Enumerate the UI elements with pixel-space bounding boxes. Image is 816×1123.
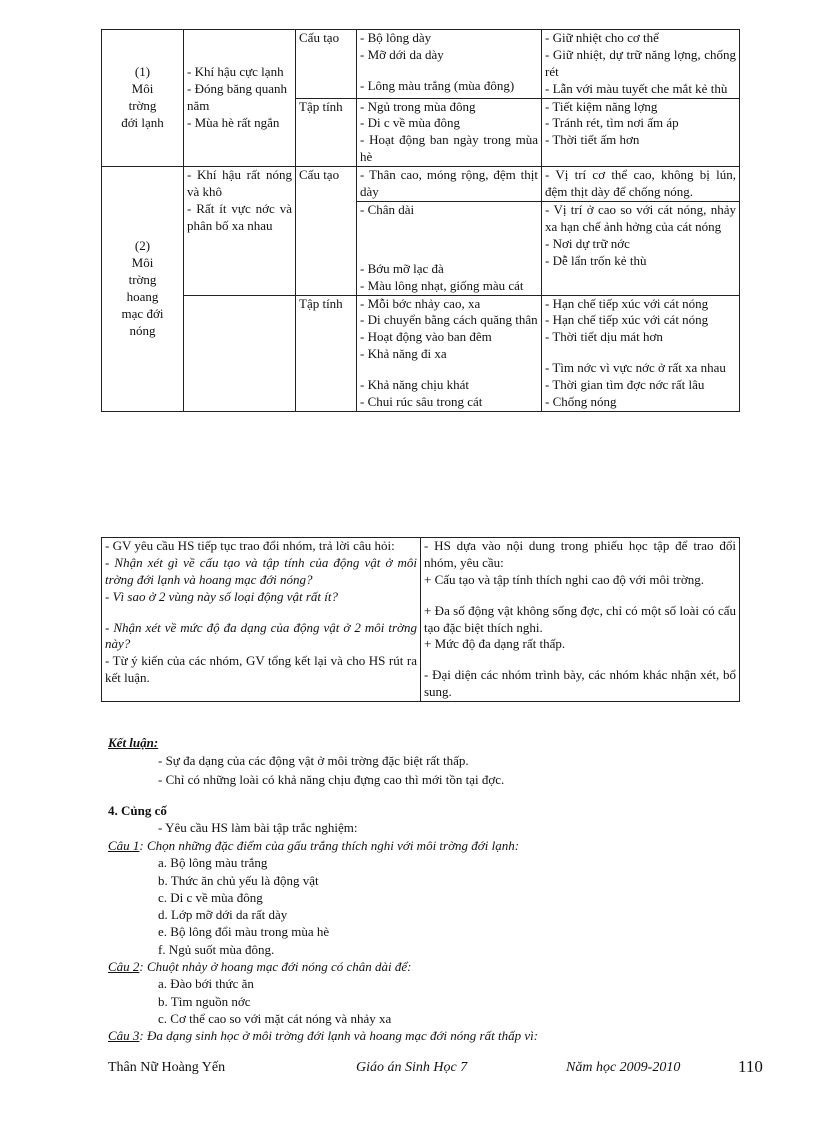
option: c. Cơ thể cao so với mặt cát nóng và nhảy xa [158,1010,392,1026]
section-heading: 4. Củng cố [108,803,167,818]
meaning-cell: - Hạn chế tiếp xúc với cát nóng - Hạn chế tiếp xúc với cát nóng - Thời tiết dịu mát hơn - Tìm nớc vì vực nớc ở rất xa nhau - Thời gian tìm đợc nớc rất lâu - Chống nóng [542,295,740,411]
option: b. Thức ăn chủ yếu là động vật [158,872,319,888]
student-activity-cell: - HS dựa vào nội dung trong phiếu học tập để trao đổi nhóm, yêu cầu: + Cấu tạo và tập tính thích nghi cao độ với môi trờng. + Đa số động vật không sống đợc, chỉ có một số loài có cấu tạo đặc biệt thích nghi. + Mức độ đa dạng rất thấp. - Đại diện các nhóm trình bày, các nhóm khác nhận xét, bổ sung. [421,538,740,702]
env-cell-2: (2) Môi trờng hoang mạc đới nóng [102,167,184,412]
conclusion-list [158,751,504,789]
env-cell-1: (1) Môi trờng đới lạnh [102,30,184,167]
footer-year: Năm học 2009-2010 [566,1060,681,1075]
meaning-cell: - Vị trí cơ thể cao, không bị lún, đệm thịt dày để chống nóng. [542,167,740,202]
table-row [102,30,740,99]
table-row [102,295,740,411]
option: d. Lớp mỡ dới da rất dày [158,907,288,923]
question: Câu 2: Chuột nhảy ở hoang mạc đới nóng có chân dài để: [108,959,412,975]
type-cell: Tập tính [296,98,357,167]
feature-cell: - Mỗi bớc nhảy cao, xa - Di chuyển bằng cách quăng thân - Hoạt động vào ban đêm - Khả năng đi xa - Khả năng chịu khát - Chui rúc sâu trong cát [357,295,542,411]
table-row [102,538,740,702]
table-row [102,167,740,202]
discussion-table [101,537,740,702]
teacher-activity-cell: - GV yêu cầu HS tiếp tục trao đổi nhóm, trả lời câu hỏi: - Nhận xét gì về cấu tạo và tập tính của động vật ở môi trờng đới lạnh và hoang mạc đới nóng? - Vì sao ở 2 vùng này số loại động vật rất ít? - Nhận xét về mức độ đa dạng của động vật ở 2 môi trờng này? - Từ ý kiến của các nhóm, GV tổng kết lại và cho HS rút ra kết luận. [102,538,421,702]
question: Câu 3: Đa dạng sinh học ở môi trờng đới lạnh và hoang mạc đới nóng rất thấp vì: [108,1028,539,1044]
quiz [108,837,538,1045]
page-number: 110 [738,1057,763,1076]
meaning-cell: - Tiết kiệm năng lợng - Tránh rét, tìm nơi ấm áp - Thời tiết ấm hơn [542,98,740,167]
type-cell: Cấu tạo [296,30,357,99]
feature-cell: - Bộ lông dày - Mỡ dới da dày - Lông màu trắng (mùa đông) [357,30,542,99]
list-item: - Chỉ có những loài có khả năng chịu đựng cao thì mới tồn tại đợc. [158,772,505,787]
footer-title: Giáo án Sinh Học 7 [356,1060,468,1075]
list-item: - Sự đa dạng của các động vật ở môi trờng đặc biệt rất thấp. [158,753,469,768]
adaptation-table [101,29,740,412]
section-intro: - Yêu cầu HS làm bài tập trắc nghiệm: [158,820,358,835]
meaning-cell: - Vị trí ở cao so với cát nóng, nhảy xa hạn chế ảnh hởng của cát nóng - Nơi dự trữ nớc - Dễ lẩn trốn kẻ thù [542,201,740,295]
option: b. Tìm nguồn nớc [158,993,251,1009]
question: Câu 1: Chọn những đặc điểm của gấu trắng thích nghi với môi trờng đới lạnh: [108,838,520,853]
feature-cell: - Chân dài - Bớu mỡ lạc đà - Màu lông nhạt, giống màu cát [357,201,542,295]
feature-cell: - Ngủ trong mùa đông - Di c về mùa đông - Hoạt động ban ngày trong mùa hè [357,98,542,167]
feature-cell: - Thân cao, móng rộng, đệm thịt dày [357,167,542,202]
climate-cell-1: - Khí hậu cực lạnh - Đóng băng quanh năm - Mùa hè rất ngắn [184,30,296,167]
type-cell: Tập tính [296,295,357,411]
option: f. Ngủ suốt mùa đông. [158,941,275,957]
option: a. Đào bới thức ăn [158,976,254,992]
option: c. Di c về mùa đông [158,889,263,905]
type-cell: Cấu tạo [296,167,357,295]
conclusion-heading: Kết luận: [108,735,159,750]
option: e. Bộ lông đổi màu trong mùa hè [158,924,330,940]
option: a. Bộ lông màu trắng [158,855,268,871]
meaning-cell: - Giữ nhiệt cho cơ thể - Giữ nhiệt, dự trữ năng lợng, chống rét - Lẫn với màu tuyết che mắt kẻ thù [542,30,740,99]
climate-cell-empty [184,295,296,411]
climate-cell-2: - Khí hậu rất nóng và khô - Rất ít vực nớc và phân bố xa nhau [184,167,296,295]
footer-author: Thân Nữ Hoàng Yến [108,1060,226,1075]
